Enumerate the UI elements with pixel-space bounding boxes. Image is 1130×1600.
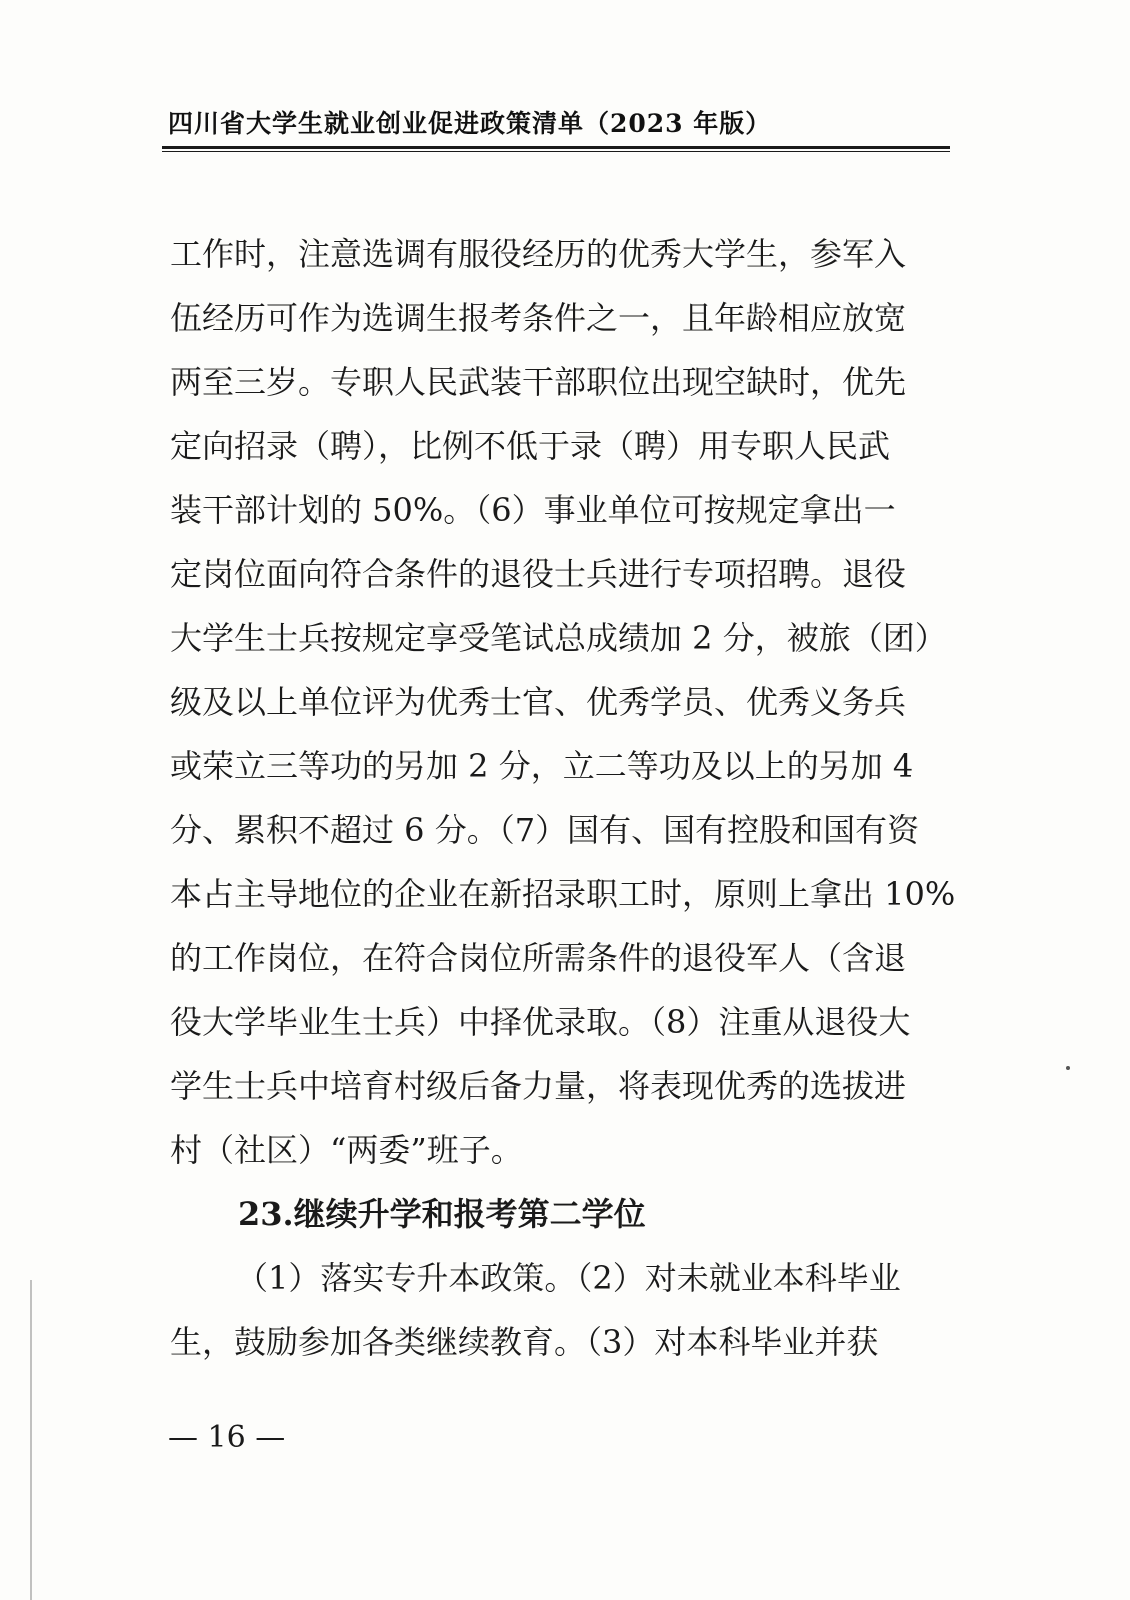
section-line: （1）落实专升本政策。（2）对未就业本科毕业	[236, 1259, 901, 1297]
page-number: — 16 —	[168, 1420, 286, 1455]
body-line: 级及以上单位评为优秀士官、优秀学员、优秀义务兵	[170, 683, 907, 721]
body-text	[170, 222, 970, 1374]
body-line: 定岗位面向符合条件的退役士兵进行专项招聘。退役	[170, 555, 907, 593]
body-line: 工作时，注意选调有服役经历的优秀大学生，参军入	[170, 235, 907, 273]
body-line: 或荣立三等功的另加 2 分，立二等功及以上的另加 4	[170, 747, 914, 785]
body-line: 两至三岁。专职人民武装干部职位出现空缺时，优先	[170, 363, 907, 401]
body-line: 村（社区）“两委”班子。	[170, 1131, 523, 1169]
body-line: 的工作岗位，在符合岗位所需条件的退役军人（含退	[170, 939, 907, 977]
body-line: 装干部计划的 50%。（6）事业单位可按规定拿出一	[170, 491, 896, 529]
body-line: 学生士兵中培育村级后备力量，将表现优秀的选拔进	[170, 1067, 907, 1105]
scan-dot-mark	[1066, 1066, 1070, 1070]
body-line: 定向招录（聘），比例不低于录（聘）用专职人民武	[170, 427, 891, 465]
header-rule	[162, 146, 950, 149]
scan-edge-mark	[30, 1280, 32, 1600]
body-line: 大学生士兵按规定享受笔试总成绩加 2 分，被旅（团）	[170, 619, 947, 657]
running-header: 四川省大学生就业创业促进政策清单（2023 年版）	[168, 109, 772, 138]
body-line: 本占主导地位的企业在新招录职工时，原则上拿出 10%	[170, 875, 956, 913]
body-line: 役大学毕业生士兵）中择优录取。（8）注重从退役大	[170, 1003, 911, 1041]
section-line: 生，鼓励参加各类继续教育。（3）对本科毕业并获	[170, 1323, 879, 1361]
body-line: 伍经历可作为选调生报考条件之一，且年龄相应放宽	[170, 299, 907, 337]
section-heading: 23.继续升学和报考第二学位	[238, 1195, 646, 1233]
body-line: 分、累积不超过 6 分。（7）国有、国有控股和国有资	[170, 811, 920, 849]
header-rule-thin	[162, 151, 950, 152]
